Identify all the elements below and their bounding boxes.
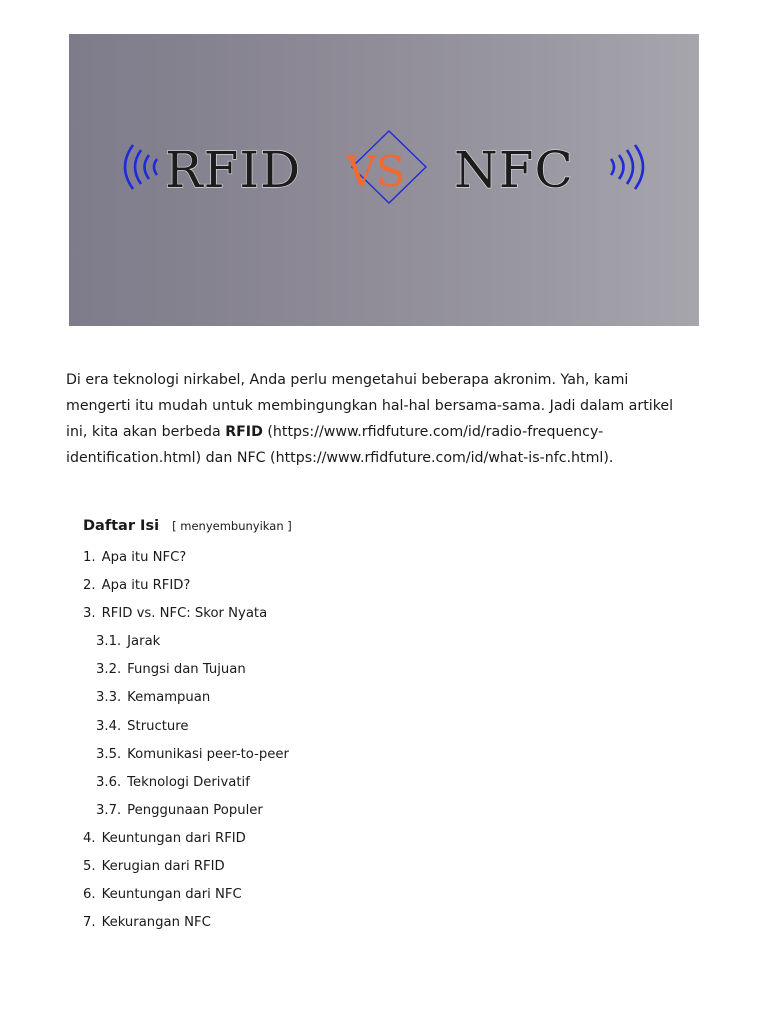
toc-item-label: Kekurangan NFC	[101, 915, 211, 931]
toc-item-label: Apa itu RFID?	[101, 578, 191, 594]
toc-item-label: Fungsi dan Tujuan	[127, 662, 246, 678]
intro-text-2: (https://www.rfidfuture.com/id/radio-frequency-identification.html) dan NFC (https://www.rfidfuture.com/id/what-is-nfc.html).	[66, 424, 614, 466]
toc-item-label: Komunikasi peer-to-peer	[127, 746, 289, 762]
toc-item-label: Kemampuan	[127, 690, 211, 706]
toc-item-number: 2.	[83, 578, 96, 594]
toc-item-number: 1.	[83, 550, 96, 565]
toc-item-number: 3.7.	[96, 802, 122, 818]
toc-title: Daftar Isi	[83, 518, 160, 534]
toc-list	[83, 544, 483, 937]
toc-item[interactable]	[83, 741, 483, 769]
toc-item-number: 6.	[83, 887, 96, 903]
toc-item-number: 3.	[83, 606, 96, 622]
toc-item[interactable]	[83, 628, 483, 656]
toc-item-label: Structure	[127, 718, 189, 734]
toc-item[interactable]	[83, 909, 483, 937]
banner-nfc-text: NFC	[454, 141, 574, 199]
toc-item-label: Teknologi Derivatif	[127, 774, 250, 790]
toc-item-label: RFID vs. NFC: Skor Nyata	[101, 606, 268, 622]
toc-item[interactable]	[83, 853, 483, 881]
toc-item-number: 3.2.	[96, 662, 122, 678]
toc-item[interactable]	[83, 797, 483, 825]
toc-item-label: Jarak	[127, 634, 161, 650]
toc-header	[83, 515, 292, 534]
toc-item-label: Apa itu NFC?	[101, 550, 187, 565]
toc-item[interactable]	[83, 684, 483, 712]
toc-item-number: 3.6.	[96, 774, 122, 790]
toc-item-number: 3.4.	[96, 718, 122, 734]
toc-item[interactable]	[83, 600, 483, 628]
toc-item-label: Kerugian dari RFID	[101, 859, 225, 875]
rfid-link[interactable]: RFID	[225, 424, 263, 440]
toc-item[interactable]	[83, 825, 483, 853]
toc-item[interactable]	[83, 656, 483, 684]
toc-item[interactable]	[83, 713, 483, 741]
toc-item[interactable]	[83, 769, 483, 797]
banner-graphic	[69, 34, 699, 326]
left-signal-waves-icon	[125, 145, 157, 189]
toc-item[interactable]	[83, 544, 483, 572]
banner-rfid-text: RFID	[165, 141, 302, 199]
toc-item-number: 3.1.	[96, 634, 122, 650]
hero-banner	[69, 34, 699, 326]
toc-item-number: 7.	[83, 915, 96, 931]
toc-item[interactable]	[83, 881, 483, 909]
right-signal-waves-icon	[611, 145, 643, 189]
toc-item[interactable]	[83, 572, 483, 600]
intro-paragraph	[66, 367, 696, 471]
toc-item-number: 4.	[83, 830, 96, 846]
toc-item-label: Penggunaan Populer	[127, 802, 263, 818]
toc-item-label: Keuntungan dari RFID	[101, 830, 246, 846]
toc-item-number: 5.	[83, 859, 96, 875]
intro-text-1: Di era teknologi nirkabel, Anda perlu mengetahui beberapa akronim. Yah, kami mengerti itu mudah untuk membingungkan hal-hal bersama-sama. Jadi dalam artikel ini, kita akan berbeda	[66, 372, 674, 440]
toc-item-number: 3.5.	[96, 746, 122, 762]
toc-hide-toggle[interactable]: [ menyembunyikan ]	[172, 519, 292, 533]
toc-item-label: Keuntungan dari NFC	[101, 887, 242, 903]
toc-item-number: 3.3.	[96, 690, 122, 706]
banner-vs-text: VS	[346, 147, 406, 196]
